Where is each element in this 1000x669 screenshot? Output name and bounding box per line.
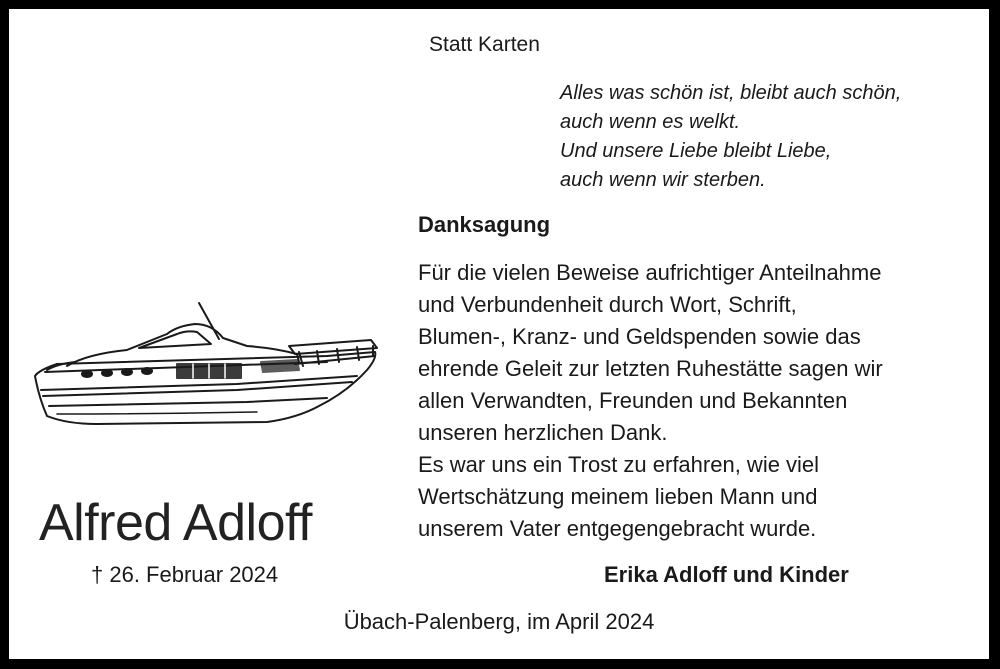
poem-line: Alles was schön ist, bleibt auch schön, (560, 82, 902, 104)
place-date: Übach-Palenberg, im April 2024 (343, 609, 655, 634)
thanks-body (418, 257, 883, 545)
thanks-line: Für die vielen Beweise aufrichtiger Anteilnahme (418, 260, 882, 285)
thanks-line: ehrende Geleit zur letzten Ruhestätte sagen wir (418, 356, 883, 381)
thanks-line: Blumen-, Kranz- und Geldspenden sowie das (418, 324, 861, 349)
statt-karten-label: Statt Karten (429, 33, 540, 56)
poem (560, 79, 901, 195)
thanks-line: unseren herzlichen Dank. (418, 420, 668, 445)
obituary-card (9, 9, 989, 659)
poem-line: auch wenn es welkt. (560, 111, 741, 133)
thanks-line: unserem Vater entgegengebracht wurde. (418, 516, 817, 541)
signature: Erika Adloff und Kinder (604, 562, 849, 587)
thanks-line: allen Verwandten, Freunden und Bekannten (418, 388, 848, 413)
thanks-heading: Danksagung (418, 212, 551, 237)
thanks-line: Es war uns ein Trost zu erfahren, wie viel (418, 452, 820, 477)
motorboat-icon (27, 294, 387, 434)
poem-line: Und unsere Liebe bleibt Liebe, (560, 140, 832, 162)
death-date: † 26. Februar 2024 (91, 562, 279, 587)
thanks-line: Wertschätzung meinem lieben Mann und (418, 484, 818, 509)
poem-line: auch wenn wir sterben. (560, 169, 766, 191)
thanks-line: und Verbundenheit durch Wort, Schrift, (418, 292, 797, 317)
deceased-name: Alfred Adloff (39, 494, 312, 552)
